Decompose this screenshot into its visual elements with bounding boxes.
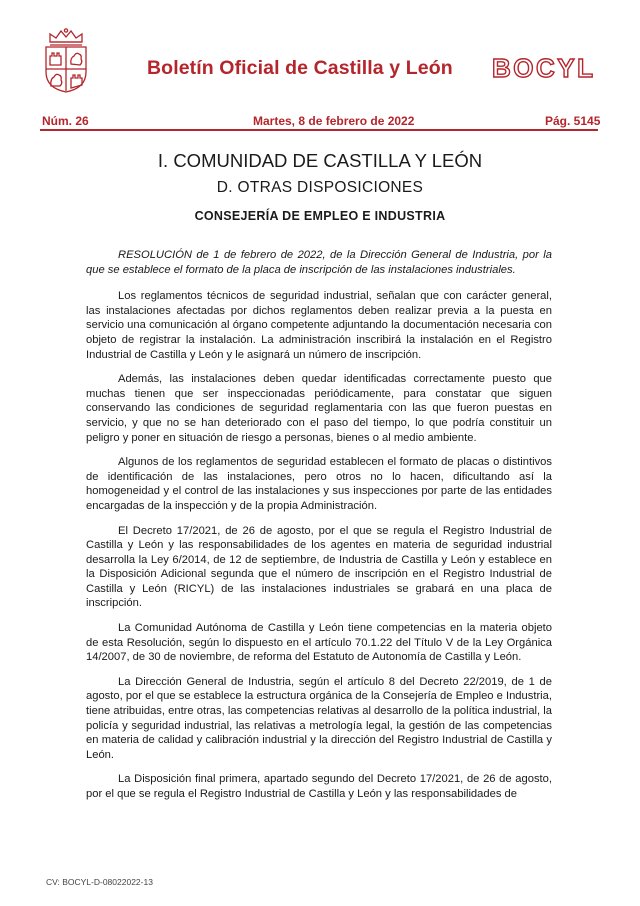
section-title: I. COMUNIDAD DE CASTILLA Y LEÓN bbox=[157, 150, 483, 171]
coat-of-arms-icon bbox=[40, 28, 92, 94]
issue-date: Martes, 8 de febrero de 2022 bbox=[253, 114, 415, 128]
page-number: Pág. 5145 bbox=[545, 114, 601, 128]
subsection-title: D. OTRAS DISPOSICIONES bbox=[216, 179, 424, 196]
body-paragraph: El Decreto 17/2021, de 26 de agosto, por el que se regula el Registro Industrial de Castilla y León y las responsabilidades de los agentes en materia de seguridad industrial desarrolla la Ley 6/2014, de 12 de septiembre, de Industria de Castilla y León y establece en la Disposición Adicional segunda que el número de inscripción en el Registro Industrial de Castilla y León (RICYL) de las instalaciones industriales se grabará en una placa de inscripción. bbox=[86, 524, 552, 610]
header-divider bbox=[40, 129, 598, 131]
body-paragraph: Además, las instalaciones deben quedar identificadas correctamente puesto que muchas tienen que ser inspeccionadas periódicamente, para constatar que siguen conservando las condiciones de seguridad reglamentaria con las que fueron puestas en servicio, y que no se han deteriorado con el paso del tiempo, lo que podría constituir un peligro y poner en situación de riesgo a personas, bienes o al medio ambiente. bbox=[86, 373, 552, 444]
body-paragraph: Los reglamentos técnicos de seguridad industrial, señalan que con carácter general, las instalaciones afectadas por dichos reglamentos deben realizar previa a la puesta en servicio una comunicación al órgano competente adjuntando la documentación necesaria con objeto de registrar la instalación. La administración inscribirá la instalación en el Registro Industrial de Castilla y León y le asignará un número de inscripción. bbox=[86, 290, 552, 361]
verification-code: CV: BOCYL-D-08022022-13 bbox=[46, 877, 153, 887]
body-paragraph: La Comunidad Autónoma de Castilla y León tiene competencias en la materia objeto de esta Resolución, según lo dispuesto en el artículo 70.1.22 del Título V de la Ley Orgánica 14/2007, de 30 de noviembre, de reforma del Estatuto de Autonomía de Castilla y León. bbox=[86, 622, 552, 664]
bocyl-logo: BOCYL bbox=[492, 53, 596, 83]
body-paragraph: La Disposición final primera, apartado segundo del Decreto 17/2021, de 26 de agosto, por el que se regula el Registro Industrial de Castilla y León y las responsabilidades de bbox=[86, 773, 552, 800]
body-paragraph: Algunos de los reglamentos de seguridad establecen el formato de placas o distintivos de identificación de las instalaciones, pero otros no lo hacen, dificultando así la homogeneidad y el control de las instalaciones y sus inspecciones por parte de las entidades encargadas de la inspección y de la propia Administración. bbox=[86, 456, 552, 512]
issue-number: Núm. 26 bbox=[42, 114, 89, 128]
resolution-summary: RESOLUCIÓN de 1 de febrero de 2022, de la Dirección General de Industria, por la que se establece el formato de la placa de inscripción de las instalaciones industriales. bbox=[86, 249, 552, 276]
document-body bbox=[86, 248, 552, 812]
ministry-heading: CONSEJERÍA DE EMPLEO E INDUSTRIA bbox=[194, 209, 446, 223]
body-paragraph: La Dirección General de Industria, según el artículo 8 del Decreto 22/2019, de 1 de agosto, por el que se establece la estructura orgánica de la Consejería de Empleo e Industria, tiene atribuidas, entre otras, las competencias relativas al desarrollo de la política industrial, la policía y seguridad industrial, las relativas a metrología legal, la gestión de las competencias en materia de calidad y calibración industrial y la dirección del Registro Industrial de Castilla y León. bbox=[86, 675, 552, 761]
bulletin-title: Boletín Oficial de Castilla y León bbox=[147, 57, 453, 79]
